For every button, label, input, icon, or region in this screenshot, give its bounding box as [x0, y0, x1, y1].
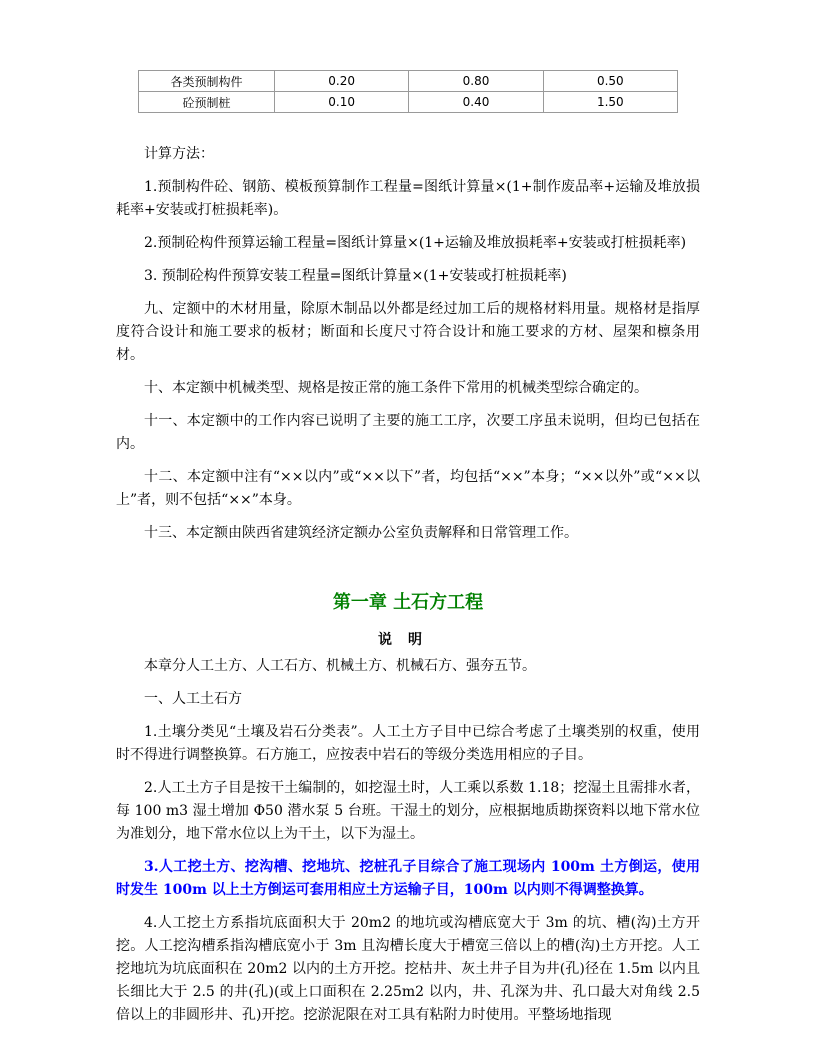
table-cell: 0.40 [409, 92, 543, 113]
table-cell: 0.20 [275, 71, 409, 92]
table-cell: 1.50 [543, 92, 677, 113]
paragraph: 十三、本定额由陕西省建筑经济定额办公室负责解释和日常管理工作。 [144, 525, 578, 541]
table-cell: 0.10 [275, 92, 409, 113]
paragraph: 3. 预制砼构件预算安装工程量=图纸计算量×(1+安装或打桩损耗率) [144, 268, 567, 284]
paragraph: 1.预制构件砼、钢筋、模板预算制作工程量=图纸计算量×(1+制作废品率+运输及堆放损耗率+安装或打桩损耗率)。 [116, 179, 700, 218]
table-cell: 砼预制桩 [139, 92, 275, 113]
paragraph: 2.预制砼构件预算运输工程量=图纸计算量×(1+运输及堆放损耗率+安装或打桩损耗率) [144, 235, 687, 251]
paragraph: 4.人工挖土方系指坑底面积大于 20m2 的地坑或沟槽底宽大于 3m 的坑、槽(沟)土方开挖。人工挖沟槽系指沟槽底宽小于 3m 且沟槽长度大于槽宽三倍以上的槽(沟)土方开挖。人工挖地坑为坑底面积在 20m2 以内的土方开挖。挖枯井、灰土井子目为井(孔)径在 1.5m 以内且长细比大于 2.5 的井(孔)(或上口面积在 2.25m2 以内，井、孔深为井、孔口最大对角线 2.5 倍以上的非圆形井、孔)开挖。挖淤泥限在对工具有粘附力时使用。平整场地指现 [116, 915, 700, 1023]
highlighted-paragraph: 3.人工挖土方、挖沟槽、挖地坑、挖桩孔子目综合了施工现场内 100m 土方倒运，使用时发生 100m 以上土方倒运可套用相应土方运输子目，100m 以内则不得调整换算。 [116, 859, 700, 898]
paragraph: 2.人工土方子目是按干土编制的，如挖湿土时，人工乘以系数 1.18；挖湿土且需排水者，每 100 m3 湿土增加 Φ50 潜水泵 5 台班。干湿土的划分，应根据地质勘探资料以地下常水位为准划分，地下常水位以上为干土，以下为湿土。 [116, 780, 700, 842]
paragraph: 九、定额中的木材用量，除原木制品以外都是经过加工后的规格材料用量。规格材是指厚度符合设计和施工要求的板材；断面和长度尺寸符合设计和施工要求的方材、屋架和檩条用材。 [116, 301, 700, 363]
section-subtitle: 说明 [378, 632, 438, 648]
section-heading: 一、人工土石方 [144, 691, 242, 707]
table-cell: 各类预制构件 [139, 71, 275, 92]
paragraph: 十二、本定额中注有“××以内”或“××以下”者，均包括“××”本身；“××以外”或“××以上”者，则不包括“××”本身。 [116, 469, 700, 508]
chapter-text [116, 655, 700, 1037]
table-cell: 0.50 [543, 71, 677, 92]
chapter-title: 第一章 土石方工程 [332, 592, 484, 613]
paragraph: 1.土壤分类见“土壤及岩石分类表”。人工土方子目中已综合考虑了土壤类别的权重，使用时不得进行调整换算。石方施工，应按表中岩石的等级分类选用相应的子目。 [116, 724, 700, 763]
paragraph: 本章分人工土方、人工石方、机械土方、机械石方、强夯五节。 [144, 658, 536, 674]
table-cell: 0.80 [409, 71, 543, 92]
loss-rate-table [138, 70, 678, 113]
section-text [116, 143, 700, 555]
paragraph: 十、本定额中机械类型、规格是按正常的施工条件下常用的机械类型综合确定的。 [144, 380, 648, 396]
table-row [139, 71, 678, 92]
calc-method-label: 计算方法： [144, 146, 214, 162]
paragraph: 十一、本定额中的工作内容已说明了主要的施工工序，次要工序虽未说明，但均已包括在内。 [116, 413, 700, 452]
table-row [139, 92, 678, 113]
